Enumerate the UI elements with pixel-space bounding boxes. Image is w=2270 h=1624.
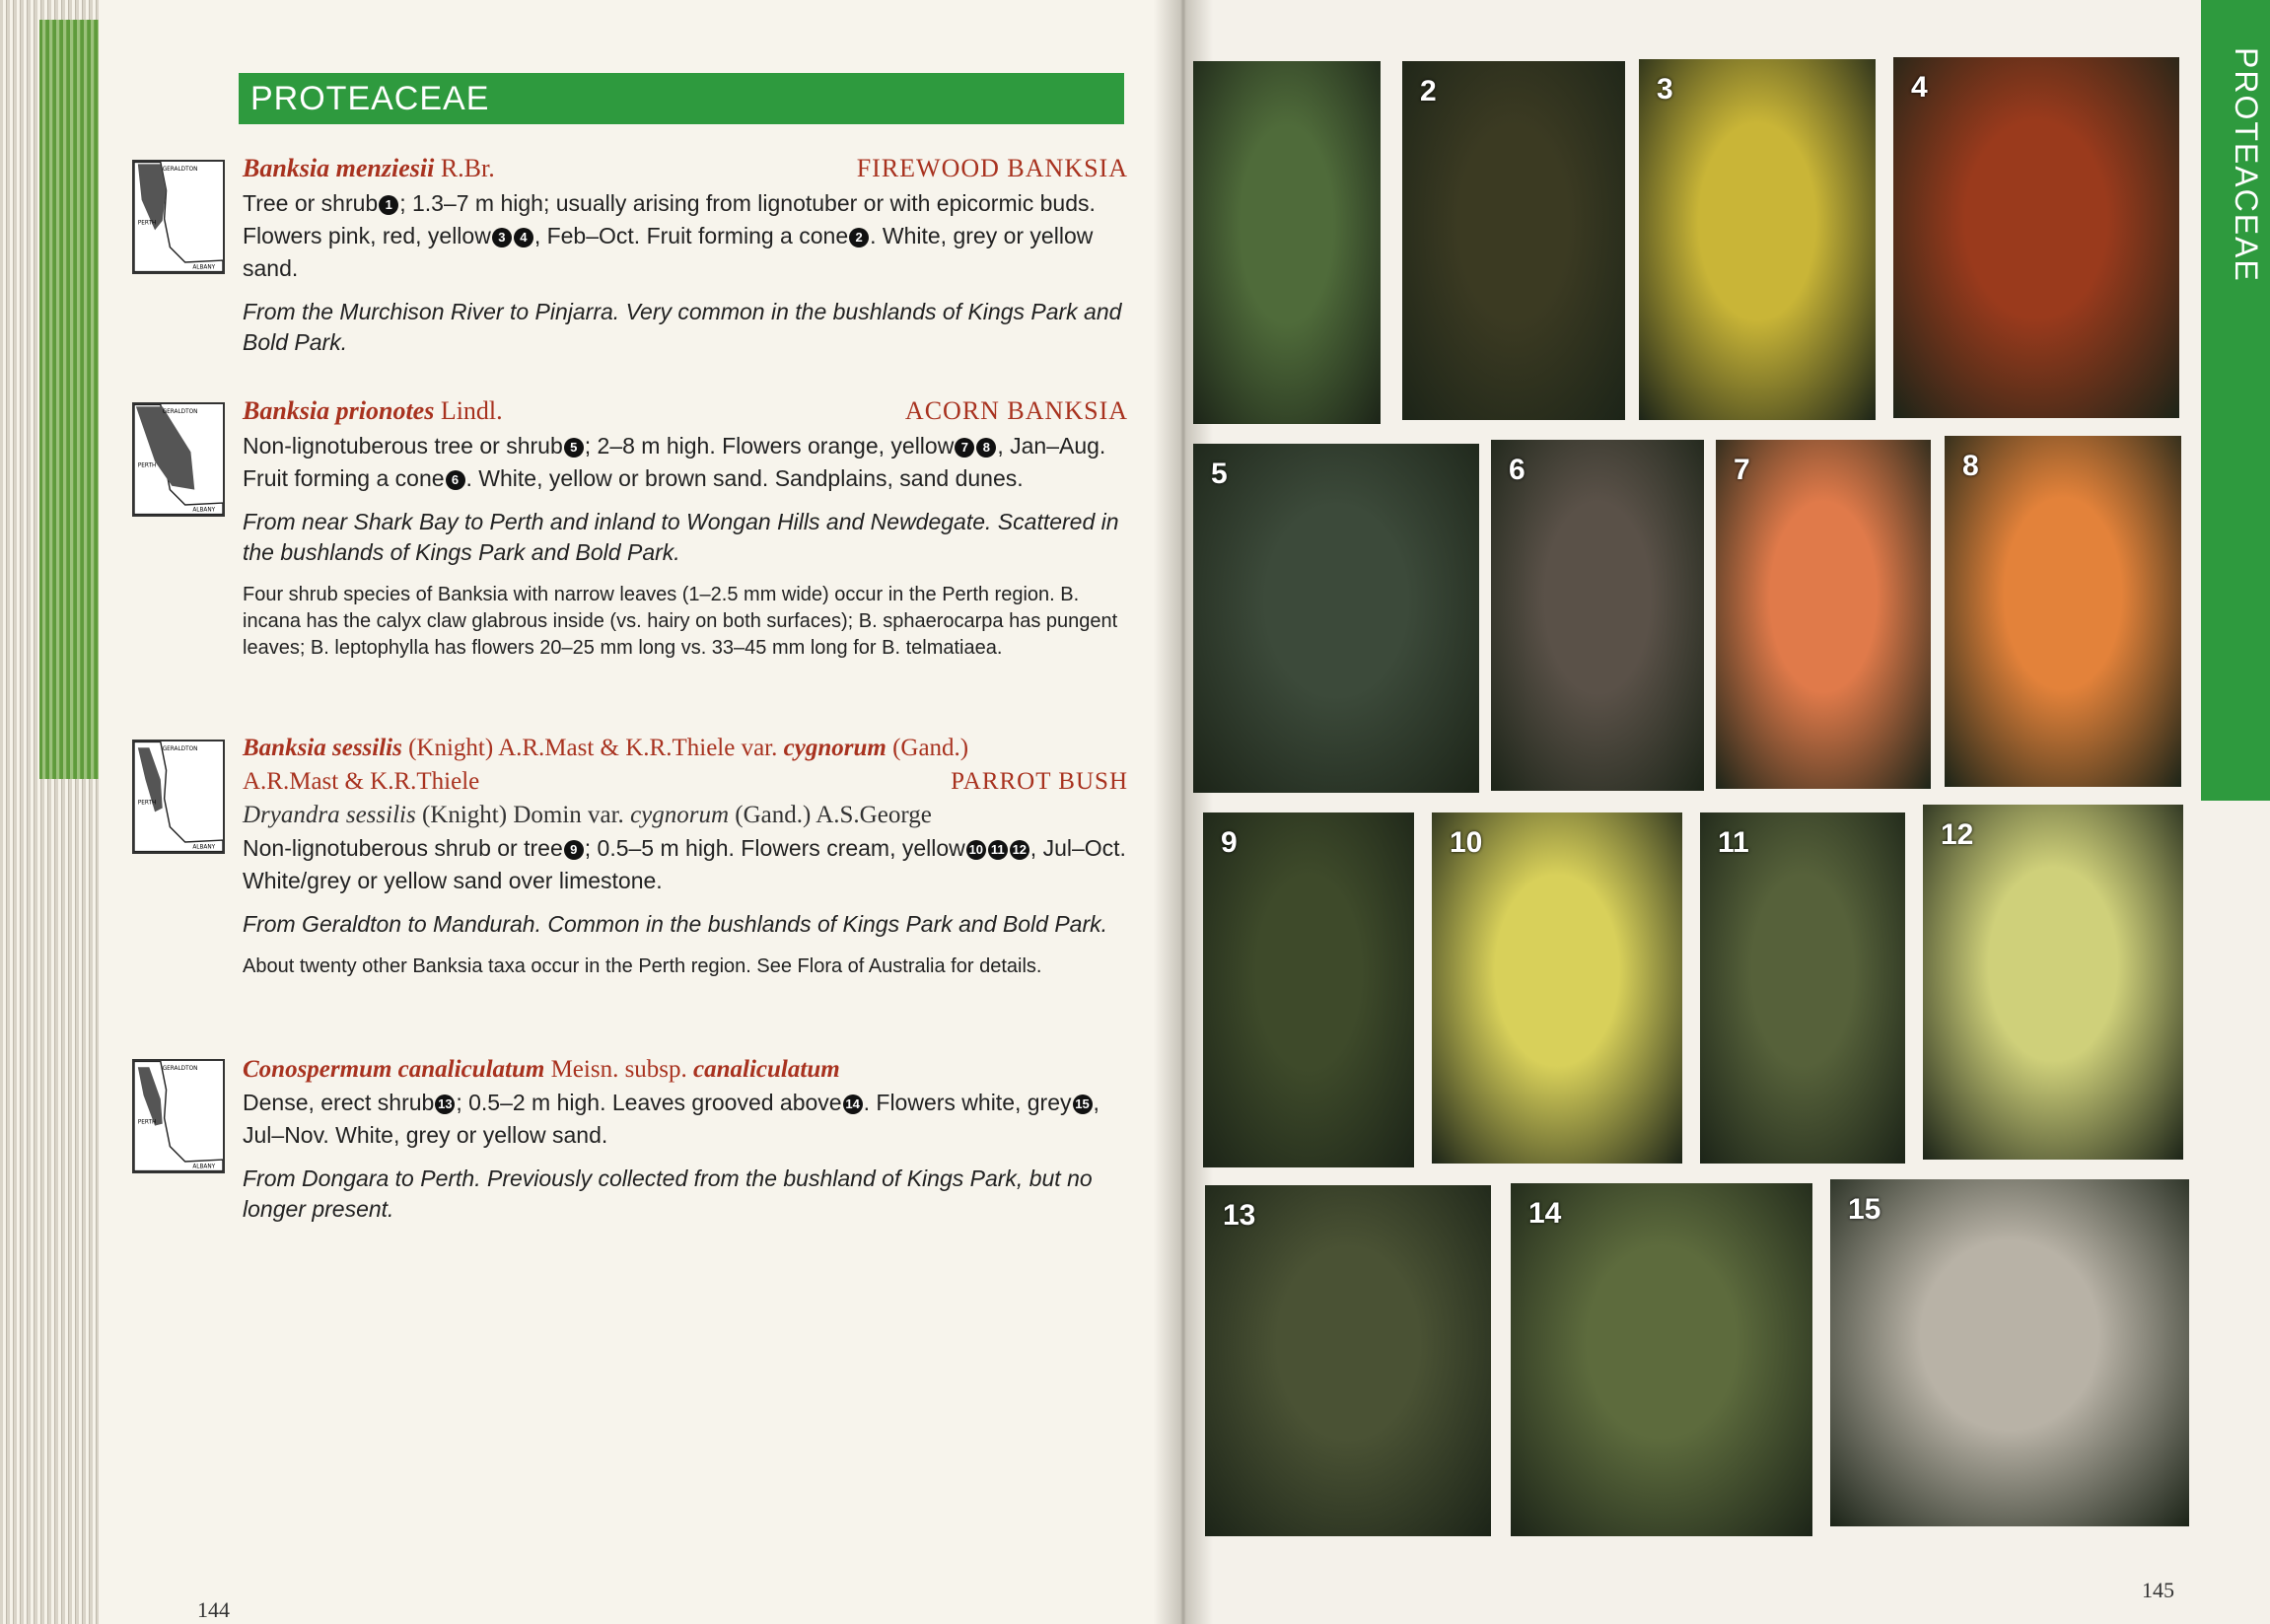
svg-text:GERALDTON: GERALDTON <box>162 1066 198 1073</box>
svg-text:ALBANY: ALBANY <box>192 264 216 271</box>
photo-banksia-tree <box>1193 61 1381 424</box>
authority: Lindl. <box>440 396 503 425</box>
photo-number: 10 <box>1450 826 1483 859</box>
photo-number: 4 <box>1911 71 1928 104</box>
description: Non-lignotuberous tree or shrub 5 ; 2–8 m high. Flowers orange, yellow 7 8 , Jan–Aug. Fruit forming a cone 6 . White, yellow or brown sand. Sandplains, sand dunes. <box>243 433 1106 491</box>
distribution-text: From the Murchison River to Pinjarra. Very common in the bushlands of Kings Park and Bold Park. <box>243 299 1122 355</box>
common-name: ACORN BANKSIA <box>904 396 1128 425</box>
family-tab-label: PROTEACEAE <box>2229 47 2264 283</box>
subspecies-name: canaliculatum <box>693 1056 840 1083</box>
description: Non-lignotuberous shrub or tree 9 ; 0.5–5 m high. Flowers cream, yellow 10 11 12 , Jul–Oct. White/grey or yellow sand over limestone. <box>243 835 1126 893</box>
photo-grooved-leaves <box>1511 1183 1812 1536</box>
photo-number: 5 <box>1211 458 1228 490</box>
photo-yellow-flower-spike <box>1639 59 1876 420</box>
photo-grey-flowers <box>1830 1179 2189 1526</box>
species-title: Banksia sessilis (Knight) A.R.Mast & K.R.Thiele var. cygnorum (Gand.) <box>243 735 969 761</box>
description: Dense, erect shrub 13 ; 0.5–2 m high. Leaves grooved above 14 . Flowers white, grey 15 , Jul–Nov. White, grey or yellow sand. <box>243 1090 1100 1148</box>
photo-conospermum-shrubland <box>1205 1185 1491 1536</box>
svg-text:PERTH: PERTH <box>137 1119 157 1126</box>
photo-number: 8 <box>1962 450 1979 482</box>
photo-acorn-flower <box>1945 436 2181 787</box>
photo-number: 2 <box>1420 75 1437 107</box>
common-name: FIREWOOD BANKSIA <box>856 154 1128 182</box>
page-number-left: 144 <box>197 1597 230 1622</box>
svg-text:PERTH: PERTH <box>137 800 157 807</box>
tab-edges <box>39 20 103 779</box>
species-title-line2: A.R.Mast & K.R.Thiele PARROT BUSH <box>243 765 1128 799</box>
species-entry <box>243 732 1128 980</box>
photo-number: 13 <box>1223 1199 1256 1232</box>
svg-text:GERALDTON: GERALDTON <box>162 167 198 174</box>
distribution-map <box>132 402 225 517</box>
photo-number: 14 <box>1528 1197 1562 1230</box>
species-entry <box>243 154 1128 358</box>
species-title: Conospermum canaliculatum Meisn. subsp. canaliculatum <box>243 1056 840 1083</box>
photo-number: 3 <box>1657 73 1673 106</box>
photo-acorn-cone <box>1491 440 1704 791</box>
distribution-map <box>132 160 225 274</box>
species-title <box>243 396 1128 430</box>
svg-text:PERTH: PERTH <box>137 462 157 469</box>
photo-cream-dryandra-flower <box>1923 805 2183 1160</box>
species-entry <box>243 396 1128 662</box>
distribution-text: From Geraldton to Mandurah. Common in the bushlands of Kings Park and Bold Park. <box>243 911 1108 937</box>
photo-number: 9 <box>1221 826 1238 859</box>
synonym: Dryandra sessilis (Knight) Domin var. cygnorum (Gand.) A.S.George <box>243 802 932 828</box>
distribution-map <box>132 1059 225 1173</box>
svg-text:GERALDTON: GERALDTON <box>162 409 198 416</box>
distribution-map <box>132 740 225 854</box>
svg-text:GERALDTON: GERALDTON <box>162 746 198 753</box>
scientific-name: Banksia sessilis <box>243 735 402 761</box>
common-name: PARROT BUSH <box>951 768 1128 795</box>
photo-number: 7 <box>1734 454 1750 486</box>
description: Tree or shrub 1 ; 1.3–7 m high; usually arising from lignotuber or with epicormic buds. Flowers pink, red, yellow 3 4 , Feb–Oct. Fruit forming a cone 2 . White, grey or yellow sand. <box>243 190 1096 281</box>
photo-banksia-cone <box>1402 61 1625 420</box>
family-header: PROTEACEAE <box>239 73 1124 124</box>
species-entry <box>243 1053 1128 1225</box>
variety-name: cygnorum <box>783 735 887 761</box>
photo-red-flower-spike <box>1893 57 2179 418</box>
photo-number: 11 <box>1718 826 1749 859</box>
key-note: Four shrub species of Banksia with narrow leaves (1–2.5 mm wide) occur in the Perth region. B. incana has the calyx claw glabrous inside (vs. hairy on both surfaces); B. sphaerocarpa has pungent leaves; B. leptophylla has flowers 20–25 mm long vs. 33–45 mm long for B. telmatiaea. <box>243 584 1118 659</box>
svg-text:ALBANY: ALBANY <box>192 844 216 851</box>
photo-dryandra-plant <box>1700 812 1905 1164</box>
authority: R.Br. <box>440 154 495 182</box>
scientific-name: Conospermum canaliculatum <box>243 1056 545 1083</box>
svg-text:ALBANY: ALBANY <box>192 507 216 514</box>
svg-text:ALBANY: ALBANY <box>192 1164 216 1170</box>
photo-parrot-bush-shrub <box>1203 812 1414 1167</box>
distribution-text: From near Shark Bay to Perth and inland to Wongan Hills and Newdegate. Scattered in the bushlands of Kings Park and Bold Park. <box>243 509 1119 565</box>
page-number-right: 145 <box>2142 1578 2174 1602</box>
photo-acorn-banksia-tree <box>1193 444 1479 793</box>
distribution-text: From Dongara to Perth. Previously collected from the bushland of Kings Park, but no longer present. <box>243 1165 1093 1222</box>
scientific-name: Banksia menziesii <box>243 154 435 182</box>
photo-orange-flower-closeup <box>1716 440 1931 789</box>
photo-number: 15 <box>1848 1193 1881 1226</box>
photo-number: 12 <box>1941 818 1974 851</box>
photo-yellow-dryandra-flower <box>1432 812 1682 1164</box>
scientific-name: Banksia prionotes <box>243 396 435 425</box>
photo-number: 6 <box>1509 454 1525 486</box>
key-note: About twenty other Banksia taxa occur in the Perth region. See Flora of Australia for details. <box>243 955 1042 977</box>
species-title <box>243 154 1128 187</box>
svg-text:PERTH: PERTH <box>137 220 157 227</box>
